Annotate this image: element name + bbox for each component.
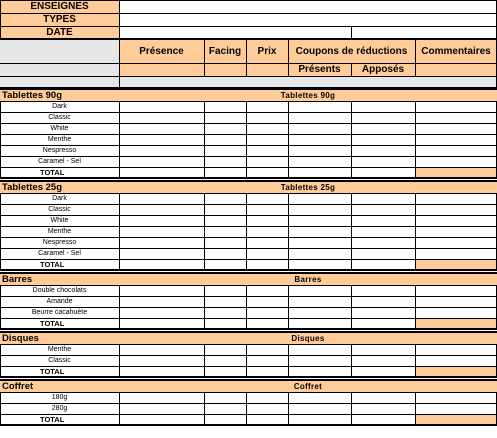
data-entry-cell[interactable] xyxy=(119,296,204,307)
body-col-line xyxy=(246,344,247,377)
data-entry-cell[interactable] xyxy=(415,296,497,307)
data-entry-cell[interactable] xyxy=(119,156,204,167)
column-header-commentaires: Commentaires xyxy=(415,39,497,63)
item-label: Double chocolats xyxy=(32,287,87,294)
section-header-center: Coffret xyxy=(119,380,497,392)
data-entry-cell[interactable] xyxy=(351,248,415,259)
body-row-line xyxy=(0,204,497,205)
subheader-apposes: Apposés xyxy=(351,63,415,76)
body-row-line xyxy=(0,101,497,102)
data-entry-cell[interactable] xyxy=(246,193,288,204)
item-label: White xyxy=(50,125,69,132)
data-entry-cell[interactable] xyxy=(288,248,351,259)
data-entry-cell[interactable] xyxy=(288,403,351,414)
data-entry-cell[interactable] xyxy=(204,193,246,204)
data-entry-cell[interactable] xyxy=(246,285,288,296)
total-label: TOTAL xyxy=(40,367,65,376)
body-col-line xyxy=(288,392,289,425)
item-label: Classic xyxy=(48,114,71,121)
body-col-line xyxy=(288,344,289,377)
data-entry-cell[interactable] xyxy=(246,307,288,318)
section-header-center: Tablettes 90g xyxy=(119,89,497,101)
body-col-line xyxy=(351,101,352,178)
total-label: TOTAL xyxy=(40,168,65,177)
body-col-line xyxy=(246,193,247,270)
data-entry-cell[interactable] xyxy=(246,355,288,366)
header-row-line xyxy=(288,63,415,64)
body-row-line xyxy=(0,167,497,168)
data-entry-cell[interactable] xyxy=(246,392,288,403)
item-label: Menthe xyxy=(47,228,72,235)
body-row-line xyxy=(0,145,497,146)
body-row-line xyxy=(0,355,497,356)
data-entry-cell[interactable] xyxy=(288,145,351,156)
data-entry-cell[interactable] xyxy=(204,355,246,366)
body-col-line xyxy=(204,392,205,425)
data-entry-cell[interactable] xyxy=(119,237,204,248)
body-row-line xyxy=(0,248,497,249)
body-row-line xyxy=(0,328,497,330)
data-entry-cell[interactable] xyxy=(204,123,246,134)
data-entry-cell[interactable] xyxy=(415,307,497,318)
data-entry-cell[interactable] xyxy=(119,285,204,296)
body-row-line xyxy=(0,307,497,308)
section-header-label: Barres xyxy=(0,273,119,285)
body-col-line xyxy=(351,193,352,270)
body-col-line xyxy=(204,344,205,377)
section-header-label: Tablettes 25g xyxy=(0,181,119,193)
body-row-line xyxy=(0,156,497,157)
data-entry-cell[interactable] xyxy=(288,204,351,215)
data-entry-cell[interactable] xyxy=(246,403,288,414)
data-entry-cell[interactable] xyxy=(246,296,288,307)
item-label: Dark xyxy=(52,195,67,202)
body-col-line xyxy=(119,193,120,270)
data-entry-cell[interactable] xyxy=(119,355,204,366)
item-label: Classic xyxy=(48,206,71,213)
data-entry-cell[interactable] xyxy=(246,134,288,145)
body-row-line xyxy=(0,424,497,426)
data-entry-cell[interactable] xyxy=(288,392,351,403)
data-entry-cell[interactable] xyxy=(288,123,351,134)
body-row-line xyxy=(0,237,497,238)
column-header-coupons: Coupons de réductions xyxy=(288,39,415,63)
data-entry-cell[interactable] xyxy=(119,344,204,355)
data-entry-cell[interactable] xyxy=(246,123,288,134)
data-entry-cell[interactable] xyxy=(288,193,351,204)
data-entry-cell[interactable] xyxy=(246,156,288,167)
enseignes-label: ENSEIGNES xyxy=(0,0,119,13)
section-header-label: Coffret xyxy=(0,380,119,392)
data-entry-cell[interactable] xyxy=(351,392,415,403)
body-col-line xyxy=(246,285,247,329)
data-entry-cell[interactable] xyxy=(119,215,204,226)
body-col-line xyxy=(0,392,1,425)
section-header-label: Disques xyxy=(0,332,119,344)
body-row-line xyxy=(0,366,497,367)
data-entry-cell[interactable] xyxy=(415,145,497,156)
data-entry-cell[interactable] xyxy=(204,248,246,259)
body-row-line xyxy=(0,331,497,333)
total-label: TOTAL xyxy=(40,415,65,424)
types-label: TYPES xyxy=(0,13,119,26)
data-entry-cell[interactable] xyxy=(119,226,204,237)
data-entry-cell[interactable] xyxy=(119,204,204,215)
data-entry-cell[interactable] xyxy=(288,285,351,296)
body-row-line xyxy=(0,215,497,216)
header-row-line xyxy=(0,38,497,40)
data-entry-cell[interactable] xyxy=(415,123,497,134)
body-col-line xyxy=(351,392,352,425)
data-entry-cell[interactable] xyxy=(415,101,497,112)
section-header-center: Barres xyxy=(119,273,497,285)
subheader-prix xyxy=(246,63,288,76)
data-entry-cell[interactable] xyxy=(204,237,246,248)
data-entry-cell[interactable] xyxy=(415,156,497,167)
data-entry-cell[interactable] xyxy=(204,403,246,414)
data-entry-cell[interactable] xyxy=(351,134,415,145)
data-entry-cell[interactable] xyxy=(351,101,415,112)
data-entry-cell[interactable] xyxy=(415,285,497,296)
body-row-line xyxy=(0,134,497,135)
body-col-line xyxy=(119,285,120,329)
item-label: Amande xyxy=(46,298,73,305)
body-row-line xyxy=(0,180,497,182)
data-entry-cell[interactable] xyxy=(246,101,288,112)
body-col-line xyxy=(119,344,120,377)
data-entry-cell[interactable] xyxy=(246,215,288,226)
data-entry-cell[interactable] xyxy=(351,355,415,366)
body-row-line xyxy=(0,344,497,345)
data-entry-cell[interactable] xyxy=(351,112,415,123)
body-row-line xyxy=(0,403,497,404)
data-entry-cell[interactable] xyxy=(119,123,204,134)
data-entry-cell[interactable] xyxy=(288,344,351,355)
data-entry-cell[interactable] xyxy=(288,226,351,237)
body-col-line xyxy=(204,101,205,178)
body-col-line xyxy=(288,101,289,178)
body-row-line xyxy=(0,259,497,260)
body-col-line xyxy=(415,193,416,270)
header-row-line xyxy=(0,63,497,64)
body-row-line xyxy=(0,392,497,393)
item-label: 280g xyxy=(51,405,68,412)
header-col-line xyxy=(288,39,289,76)
body-col-line xyxy=(246,101,247,178)
body-row-line xyxy=(0,88,497,90)
data-entry-cell[interactable] xyxy=(204,296,246,307)
body-col-line xyxy=(415,101,416,178)
data-entry-cell[interactable] xyxy=(415,248,497,259)
data-entry-cell[interactable] xyxy=(288,215,351,226)
data-entry-cell[interactable] xyxy=(351,145,415,156)
body-col-line xyxy=(415,285,416,329)
data-entry-cell[interactable] xyxy=(204,392,246,403)
data-entry-cell[interactable] xyxy=(204,101,246,112)
body-col-line xyxy=(415,392,416,425)
subheader-commentaires xyxy=(415,63,497,76)
header-row-line xyxy=(0,0,497,1)
data-entry-cell[interactable] xyxy=(246,226,288,237)
body-row-line xyxy=(0,269,497,271)
header-col-line xyxy=(415,39,416,76)
header-row-line xyxy=(0,13,497,14)
body-col-line xyxy=(119,101,120,178)
item-label: Nespresso xyxy=(42,147,77,154)
body-row-line xyxy=(0,177,497,179)
body-col-line xyxy=(0,101,1,178)
data-entry-cell[interactable] xyxy=(204,112,246,123)
item-label: 180g xyxy=(51,394,68,401)
data-entry-cell[interactable] xyxy=(351,403,415,414)
types-value-cell[interactable] xyxy=(119,13,497,26)
data-entry-cell[interactable] xyxy=(415,392,497,403)
body-col-line xyxy=(204,193,205,270)
body-col-line xyxy=(415,344,416,377)
column-header-prix: Prix xyxy=(246,39,288,63)
header-col-line xyxy=(0,0,1,39)
data-entry-cell[interactable] xyxy=(288,307,351,318)
section-header-center: Tablettes 25g xyxy=(119,181,497,193)
section-header-center: Disques xyxy=(119,332,497,344)
data-entry-cell[interactable] xyxy=(351,156,415,167)
data-entry-cell[interactable] xyxy=(351,307,415,318)
data-entry-cell[interactable] xyxy=(415,237,497,248)
header-col-line xyxy=(119,0,120,88)
data-entry-cell[interactable] xyxy=(204,215,246,226)
column-header-facing: Facing xyxy=(204,39,246,63)
body-col-line xyxy=(0,193,1,270)
body-col-line xyxy=(204,285,205,329)
data-entry-cell[interactable] xyxy=(246,204,288,215)
item-label: Nespresso xyxy=(42,239,77,246)
body-col-line xyxy=(119,392,120,425)
data-entry-cell[interactable] xyxy=(119,392,204,403)
body-row-line xyxy=(0,193,497,194)
data-entry-cell[interactable] xyxy=(415,215,497,226)
data-entry-cell[interactable] xyxy=(351,237,415,248)
data-entry-cell[interactable] xyxy=(204,204,246,215)
header-col-line xyxy=(351,26,352,39)
data-entry-cell[interactable] xyxy=(246,112,288,123)
data-entry-cell[interactable] xyxy=(351,215,415,226)
body-row-line xyxy=(0,414,497,415)
body-col-line xyxy=(351,344,352,377)
data-entry-cell[interactable] xyxy=(415,344,497,355)
data-entry-cell[interactable] xyxy=(415,403,497,414)
body-row-line xyxy=(0,285,497,286)
data-entry-cell[interactable] xyxy=(288,101,351,112)
data-entry-cell[interactable] xyxy=(119,193,204,204)
data-entry-cell[interactable] xyxy=(415,112,497,123)
enseignes-value-cell[interactable] xyxy=(119,0,497,13)
data-entry-cell[interactable] xyxy=(119,134,204,145)
body-col-line xyxy=(288,193,289,270)
data-entry-cell[interactable] xyxy=(351,123,415,134)
data-entry-cell[interactable] xyxy=(204,156,246,167)
data-entry-cell[interactable] xyxy=(204,344,246,355)
data-entry-cell[interactable] xyxy=(119,145,204,156)
header-row-line xyxy=(0,76,497,77)
subheader-presents: Présents xyxy=(288,63,351,76)
item-label: Caramel - Sel xyxy=(38,250,81,257)
data-entry-cell[interactable] xyxy=(204,134,246,145)
data-entry-cell[interactable] xyxy=(204,307,246,318)
data-entry-cell[interactable] xyxy=(351,296,415,307)
item-label: Menthe xyxy=(47,136,72,143)
data-entry-cell[interactable] xyxy=(119,248,204,259)
data-entry-cell[interactable] xyxy=(415,204,497,215)
data-entry-cell[interactable] xyxy=(288,296,351,307)
data-entry-cell[interactable] xyxy=(204,226,246,237)
data-entry-cell[interactable] xyxy=(246,248,288,259)
data-entry-cell[interactable] xyxy=(351,344,415,355)
data-entry-cell[interactable] xyxy=(288,156,351,167)
item-label: Classic xyxy=(48,357,71,364)
data-entry-cell[interactable] xyxy=(415,134,497,145)
item-label: Beurre cacahuète xyxy=(31,309,88,316)
subheader-presence xyxy=(119,63,204,76)
column-header-presence: Présence xyxy=(119,39,204,63)
data-entry-cell[interactable] xyxy=(351,226,415,237)
body-col-line xyxy=(0,344,1,377)
data-entry-cell[interactable] xyxy=(288,112,351,123)
header-col-line xyxy=(204,39,205,76)
body-col-line xyxy=(246,392,247,425)
header-col-line xyxy=(246,39,247,76)
data-entry-cell[interactable] xyxy=(119,112,204,123)
data-entry-cell[interactable] xyxy=(119,307,204,318)
body-row-line xyxy=(0,318,497,319)
data-entry-cell[interactable] xyxy=(119,101,204,112)
body-col-line xyxy=(0,285,1,329)
data-entry-cell[interactable] xyxy=(351,193,415,204)
data-entry-cell[interactable] xyxy=(415,355,497,366)
header-row-line xyxy=(0,26,497,27)
body-row-line xyxy=(0,272,497,274)
data-entry-cell[interactable] xyxy=(204,285,246,296)
item-label: Dark xyxy=(52,103,67,110)
section-header-label: Tablettes 90g xyxy=(0,89,119,101)
item-label: White xyxy=(50,217,69,224)
body-row-line xyxy=(0,376,497,378)
data-entry-cell[interactable] xyxy=(351,204,415,215)
total-label: TOTAL xyxy=(40,319,65,328)
total-label: TOTAL xyxy=(40,260,65,269)
data-entry-cell[interactable] xyxy=(351,285,415,296)
data-entry-cell[interactable] xyxy=(246,237,288,248)
body-row-line xyxy=(0,226,497,227)
body-row-line xyxy=(0,296,497,297)
data-entry-cell[interactable] xyxy=(204,145,246,156)
data-entry-cell[interactable] xyxy=(288,134,351,145)
data-entry-cell[interactable] xyxy=(415,226,497,237)
date-label: DATE xyxy=(0,26,119,39)
body-col-line xyxy=(288,285,289,329)
body-row-line xyxy=(0,123,497,124)
data-entry-cell[interactable] xyxy=(288,237,351,248)
data-entry-cell[interactable] xyxy=(246,145,288,156)
body-row-line xyxy=(0,112,497,113)
body-row-line xyxy=(0,379,497,381)
data-entry-cell[interactable] xyxy=(415,193,497,204)
item-label: Menthe xyxy=(47,346,72,353)
data-entry-cell[interactable] xyxy=(119,403,204,414)
item-label: Caramel - Sel xyxy=(38,158,81,165)
header-col-line xyxy=(351,63,352,76)
data-entry-cell[interactable] xyxy=(288,355,351,366)
data-entry-cell[interactable] xyxy=(246,344,288,355)
subheader-facing xyxy=(204,63,246,76)
body-col-line xyxy=(351,285,352,329)
